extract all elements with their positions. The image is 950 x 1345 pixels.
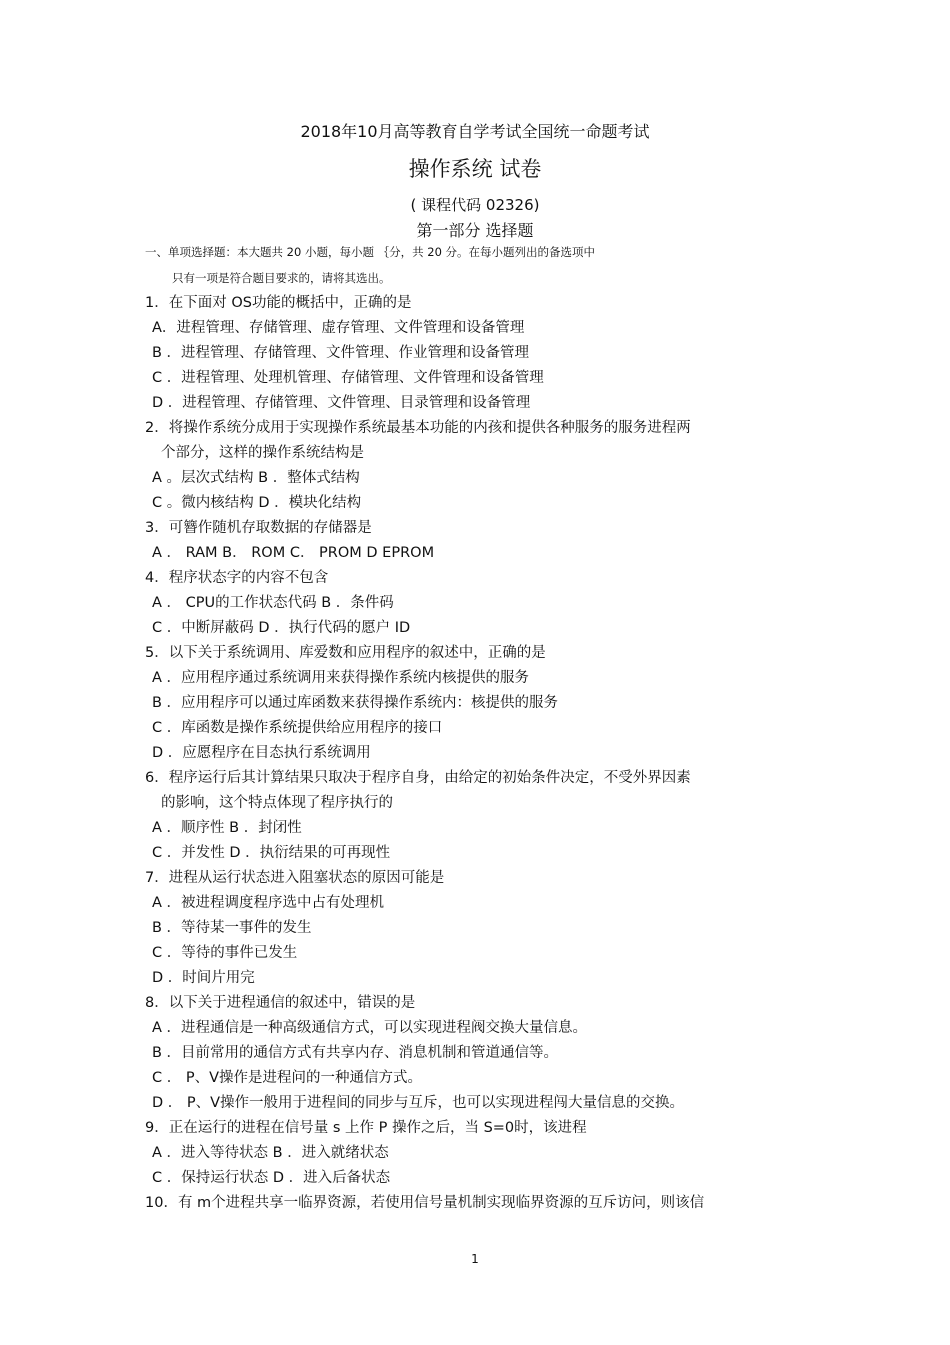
- option-line: D ．时间片用完: [152, 970, 255, 986]
- course-code: ( 课程代码 02326): [410, 196, 540, 214]
- question-line: 3．可簪作随机存取数据的存储器是: [145, 520, 372, 536]
- question-line: 10．有 m个进程共享一临界资源，若使用信号量机制实现临界资源的互斥访问，则该信: [145, 1195, 705, 1211]
- question-line: 8．以下关于进程通信的叙述中，错误的是: [145, 995, 416, 1011]
- option-line: A．进程管理、存储管理、虚存管理、文件管理和设备管理: [152, 320, 525, 336]
- question-line: 9．正在运行的进程在信号量 s 上作 P 操作之后，当 S=0时，该进程: [145, 1120, 587, 1136]
- page-number: 1: [471, 1252, 479, 1266]
- option-line: A ．顺序性 B ．封闭性: [152, 820, 302, 836]
- option-line: A ．被进程调度程序选中占有处理机: [152, 895, 385, 911]
- option-line: C ．并发性 D ．执衍结果的可再现性: [152, 845, 391, 861]
- option-line: B ．应用程序可以通过库函数来获得操作系统内：核提供的服务: [152, 695, 559, 711]
- question-line: 7．进程从运行状态进入阻塞状态的原因可能是: [145, 870, 445, 886]
- question-list: [0, 294, 950, 1219]
- option-line: A ．应用程序通过系统调用来获得操作系统内核提供的服务: [152, 670, 530, 686]
- option-line: C ．库函数是操作系统提供给应用程序的接口: [152, 720, 443, 736]
- option-line: B ．进程管理、存储管理、文件管理、作业管理和设备管理: [152, 345, 530, 361]
- option-line: C ．保持运行状态 D ．进入后备状态: [152, 1170, 391, 1186]
- instruction-line-2: 只有一项是符合题目要求的，请将其选出。: [172, 271, 391, 285]
- question-line: 2．将操作系统分成用于实现操作系统最基本功能的内孩和提供各种服务的服务进程两: [145, 420, 691, 436]
- option-line: A 。层次式结构 B ．整体式结构: [152, 470, 360, 486]
- option-line: B ．等待某一事件的发生: [152, 920, 312, 936]
- option-line: A ． CPU的工作状态代码 B ．条件码: [152, 595, 394, 611]
- option-line: A ．进入等待状态 B ．进入就绪状态: [152, 1145, 389, 1161]
- option-line: C ．等待的事件已发生: [152, 945, 298, 961]
- paper-title: 操作系统 试卷: [408, 157, 542, 181]
- option-line: C 。微内核结构 D ．模块化结构: [152, 495, 362, 511]
- instruction-line-1: 一、单项选择题：本大题共 20 小题，每小题 ｛分，共 20 分。在每小题列出的备选项中: [145, 245, 596, 259]
- option-line: D ． P、V操作一般用于进程间的同步与互斥，也可以实现进程闯大量信息的交换。: [152, 1095, 685, 1111]
- option-line: B ．目前常用的通信方式有共享内存、消息机制和管道通信等。: [152, 1045, 559, 1061]
- option-line: C ．进程管理、处理机管理、存储管理、文件管理和设备管理: [152, 370, 544, 386]
- question-line: 个部分，这样的操作系统结构是: [161, 445, 364, 461]
- option-line: A ．进程通信是一种高级通信方式，可以实现进程阀交换大量信息。: [152, 1020, 588, 1036]
- option-line: C ．中断屏蔽码 D ．执行代码的愿户 ID: [152, 620, 411, 636]
- option-line: A ． RAM B． ROM C． PROM D EPROM: [152, 545, 435, 561]
- question-line: 6．程序运行后其计算结果只取决于程序自身，由给定的初始条件决定，不受外界因素: [145, 770, 691, 786]
- question-line: 的影响，这个特点体现了程序执行的: [161, 795, 393, 811]
- option-line: D ．进程管理、存储管理、文件管理、目录管理和设备管理: [152, 395, 531, 411]
- part-title: 第一部分 选择题: [416, 221, 534, 240]
- question-line: 5．以下关于系统调用、库爱数和应用程序的叙述中，正确的是: [145, 645, 546, 661]
- question-line: 1．在下面对 OS功能的概括中，正确的是: [145, 295, 412, 311]
- option-line: D ．应愿程序在目态执行系统调用: [152, 745, 371, 761]
- option-line: C ． P、V操作是进程问的一种通信方式。: [152, 1070, 423, 1086]
- exam-title: 2018年10月高等教育自学考试全国统一命题考试: [300, 122, 650, 141]
- question-line: 4．程序状态字的内容不包含: [145, 570, 329, 586]
